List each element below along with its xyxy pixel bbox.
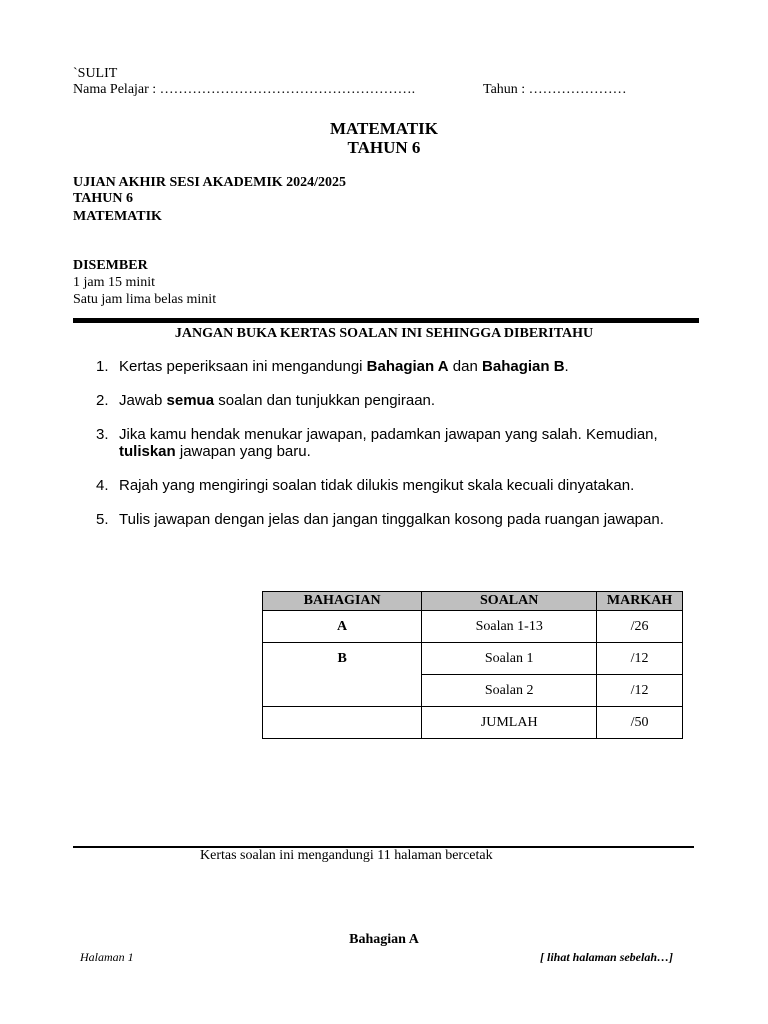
header-soalan: SOALAN	[422, 592, 597, 611]
instruction-number: 4.	[96, 477, 109, 494]
instruction-text: Kertas peperiksaan ini mengandungi	[119, 358, 367, 375]
instruction-text: .	[564, 358, 569, 375]
section-a-marks: /26	[597, 611, 683, 643]
instruction-number: 2.	[96, 392, 109, 409]
warning-text: JANGAN BUKA KERTAS SOALAN INI SEHINGGA DIBERITAHU	[174, 326, 594, 341]
exam-year: TAHUN 6	[73, 191, 134, 206]
instruction-item	[96, 511, 716, 528]
instruction-text: soalan dan tunjukkan pengiraan.	[214, 392, 436, 409]
instruction-text: dan	[448, 358, 483, 375]
see-next-page: [ lihat halaman sebelah…]	[540, 950, 674, 964]
page-count-note: Kertas soalan ini mengandungi 11 halaman bercetak	[200, 848, 493, 863]
page-number: Halaman 1	[80, 950, 134, 964]
year-field: Tahun : …………………	[483, 82, 627, 97]
instruction-item	[96, 426, 716, 460]
instruction-text: Jika kamu hendak menukar jawapan, padamkan jawapan yang salah. Kemudian,	[119, 426, 658, 443]
exam-name: UJIAN AKHIR SESI AKADEMIK 2024/2025	[73, 175, 347, 190]
section-a-questions: Soalan 1-13	[422, 611, 597, 643]
instruction-item	[96, 477, 716, 494]
instruction-text: jawapan yang baru.	[175, 443, 311, 460]
marks-table	[262, 591, 683, 739]
table-total-row	[263, 707, 683, 739]
table-header-row	[263, 592, 683, 611]
instruction-number: 1.	[96, 358, 109, 375]
instruction-text: Rajah yang mengiringi soalan tidak dilukis mengikut skala kecuali dinyatakan.	[119, 477, 635, 494]
subject-year: TAHUN 6	[347, 138, 421, 157]
total-empty-cell	[263, 707, 422, 739]
exam-duration-words: Satu jam lima belas minit	[73, 292, 217, 307]
header-markah: MARKAH	[597, 592, 683, 611]
section-a-cell: A	[263, 611, 422, 643]
classification-label: `SULIT	[73, 66, 118, 81]
instruction-emphasis: Bahagian B	[482, 358, 565, 375]
instruction-emphasis: semua	[166, 392, 215, 409]
divider	[73, 318, 699, 323]
instruction-emphasis: Bahagian A	[366, 358, 449, 375]
instruction-number: 5.	[96, 511, 109, 528]
table-row	[263, 643, 683, 675]
exam-subject: MATEMATIK	[73, 209, 162, 224]
instruction-number: 3.	[96, 426, 109, 443]
next-section-heading: Bahagian A	[349, 932, 419, 947]
instruction-item	[96, 358, 716, 375]
exam-duration: 1 jam 15 minit	[73, 275, 156, 290]
subject-title: MATEMATIK	[330, 119, 438, 138]
table-row	[263, 611, 683, 643]
instruction-item	[96, 392, 716, 409]
section-b-marks-1: /12	[597, 643, 683, 675]
section-b-marks-2: /12	[597, 675, 683, 707]
total-label: JUMLAH	[422, 707, 597, 739]
section-b-question-1: Soalan 1	[422, 643, 597, 675]
instruction-emphasis: tuliskan	[119, 443, 176, 460]
instructions-list	[96, 358, 716, 545]
instruction-text: Jawab	[119, 392, 167, 409]
header-bahagian: BAHAGIAN	[263, 592, 422, 611]
section-b-cell: B	[263, 643, 422, 707]
exam-month: DISEMBER	[73, 258, 148, 273]
total-marks: /50	[597, 707, 683, 739]
instruction-text: Tulis jawapan dengan jelas dan jangan tinggalkan kosong pada ruangan jawapan.	[119, 511, 664, 528]
student-name-field: Nama Pelajar : ……………………………………………….	[73, 82, 416, 97]
section-b-question-2: Soalan 2	[422, 675, 597, 707]
